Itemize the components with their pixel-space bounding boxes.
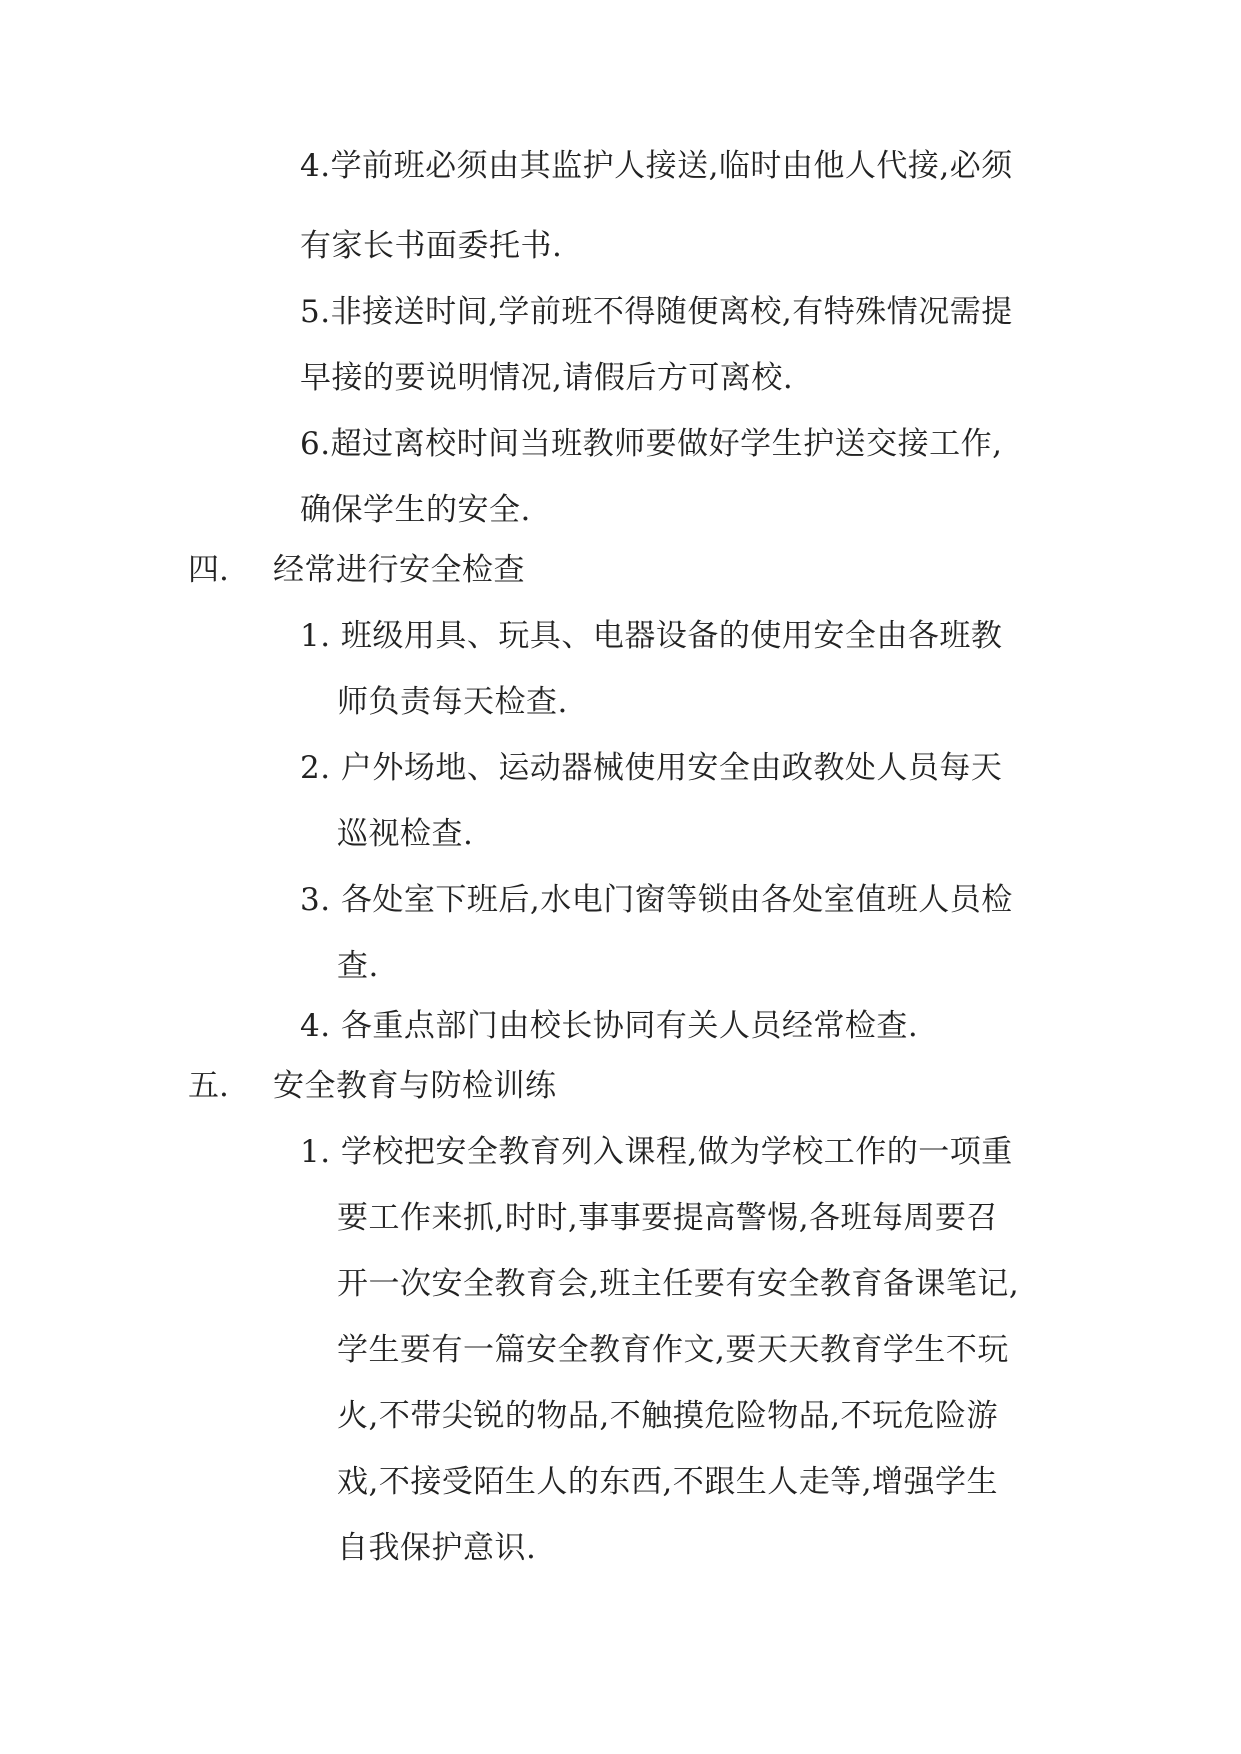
- section-5-item-1-line-4: 学生要有一篇安全教育作文,要天天教育学生不玩: [337, 1332, 1009, 1368]
- section-5-item-1-line-2: 要工作来抓,时时,事事要提高警惕,各班每周要召: [337, 1200, 999, 1236]
- section-4-item-4-line-1: 4. 各重点部门由校长协同有关人员经常检查.: [300, 1008, 919, 1044]
- section-4-item-2-line-1: 2. 户外场地、运动器械使用安全由政教处人员每天: [300, 750, 1003, 786]
- section-4-item-2-line-2: 巡视检查.: [337, 816, 474, 852]
- section-5-item-1-line-7: 自我保护意识.: [337, 1530, 537, 1566]
- section-4-item-3-line-1: 3. 各处室下班后,水电门窗等锁由各处室值班人员检: [300, 882, 1013, 918]
- section-5-item-1-line-3: 开一次安全教育会,班主任要有安全教育备课笔记,: [337, 1266, 1020, 1302]
- item-5-line-1: 5.非接送时间,学前班不得随便离校,有特殊情况需提: [300, 294, 1013, 330]
- section-4-title: 经常进行安全检查: [273, 552, 525, 588]
- section-4-item-1-line-1: 1. 班级用具、玩具、电器设备的使用安全由各班教: [300, 618, 1003, 654]
- item-6-line-1: 6.超过离校时间当班教师要做好学生护送交接工作,: [300, 426, 1003, 462]
- section-5-item-1-line-6: 戏,不接受陌生人的东西,不跟生人走等,增强学生: [337, 1464, 999, 1500]
- item-4-line-1: 4.学前班必须由其监护人接送,临时由他人代接,必须: [300, 148, 1013, 184]
- item-4-line-2: 有家长书面委托书.: [300, 228, 563, 264]
- item-6-line-2: 确保学生的安全.: [300, 492, 531, 528]
- section-5-title: 安全教育与防检训练: [273, 1068, 557, 1104]
- section-4-item-1-line-2: 师负责每天检查.: [337, 684, 568, 720]
- section-5-number: 五.: [188, 1068, 229, 1104]
- section-5-item-1-line-5: 火,不带尖锐的物品,不触摸危险物品,不玩危险游: [337, 1398, 999, 1434]
- section-4-number: 四.: [188, 552, 229, 588]
- section-5-item-1-line-1: 1. 学校把安全教育列入课程,做为学校工作的一项重: [300, 1134, 1013, 1170]
- section-4-item-3-line-2: 查.: [337, 948, 379, 984]
- item-5-line-2: 早接的要说明情况,请假后方可离校.: [300, 360, 794, 396]
